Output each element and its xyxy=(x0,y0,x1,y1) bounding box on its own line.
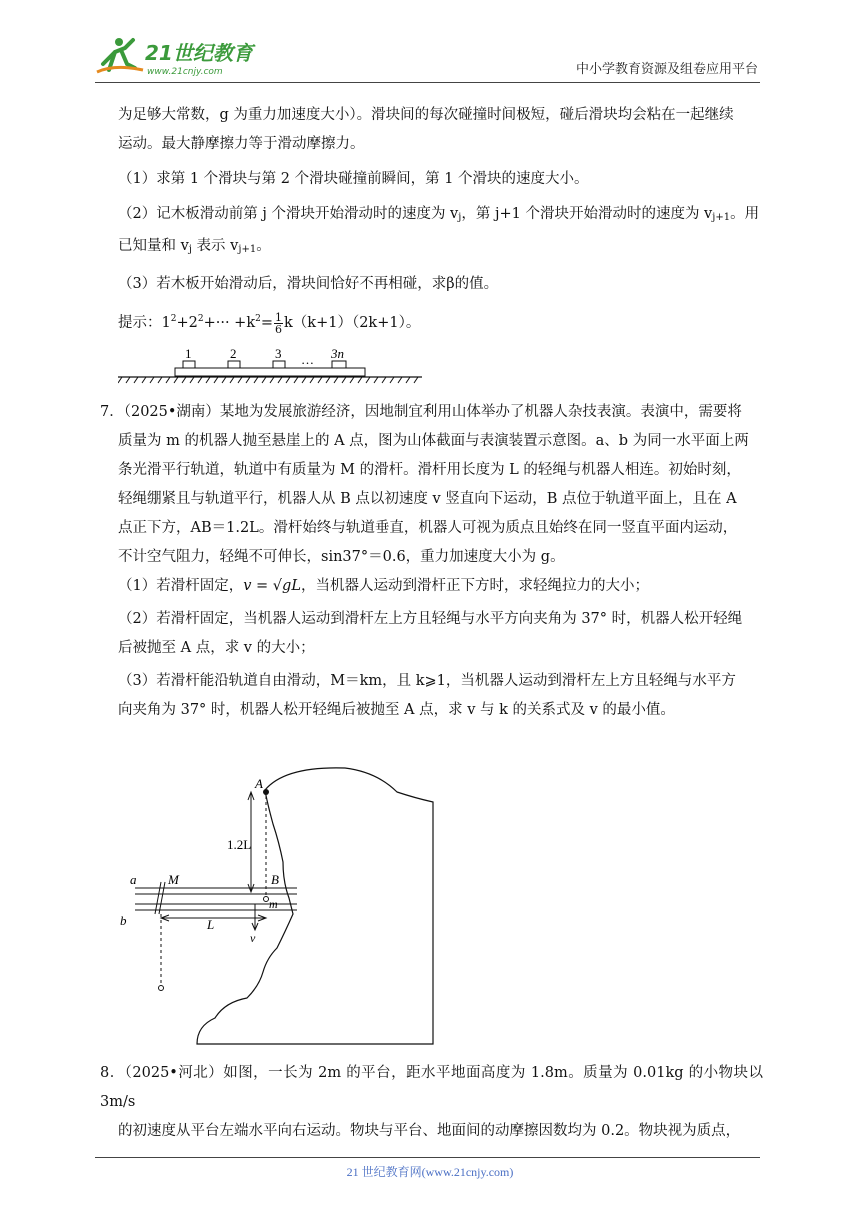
q6-board-figure xyxy=(118,345,428,385)
q6-hint: 提示：$1^2+2^2+\cdot\cdot\cdot +k^2=$ $\frac{1}{6}$ k（k+1）（2k+1）。 xyxy=(118,310,421,336)
label-1-2L: 1.2L xyxy=(227,837,252,852)
runner-icon xyxy=(97,38,143,72)
question-6-continuation xyxy=(118,101,763,338)
q6-line-1: 为足够大常数，g 为重力加速度大小）。滑块间的每次碰撞时间极短，碰后滑块均会粘在一起继续 xyxy=(118,107,734,123)
page-footer[interactable]: 21 世纪教育网(www.21cnjy.com) xyxy=(346,1165,514,1179)
q6-part-2: （2）记木板滑动前第 j 个滑块开始滑动时的速度为 $v_j$，第 j+1 个滑块开始滑动时的速度为 $v_{j+1}$。用 xyxy=(118,206,760,223)
q7-cliff-figure xyxy=(115,762,445,1050)
formula-v: v = √gL xyxy=(243,578,301,594)
question-7 xyxy=(100,398,763,725)
label-v: v xyxy=(250,931,256,945)
label-b: b xyxy=(120,913,127,928)
q7-line-6: 不计空气阻力，轻绳不可伸长，sin37°＝0.6，重力加速度大小为 g。 xyxy=(118,549,565,565)
block-label-2: 2 xyxy=(230,346,237,361)
svg-text:21世纪教育: 21世纪教育 xyxy=(145,41,253,65)
q7-head: 7．（2025•湖南）某地为发展旅游经济，因地制宜利用山体举办了机器人杂技表演。表演中，需要将 xyxy=(100,404,742,420)
site-logo xyxy=(95,34,265,78)
q7-line-4: 轻绳绷紧且与轨道平行，机器人从 B 点以初速度 v 竖直向下运动，B 点位于轨道平面上，且在 A xyxy=(118,491,737,507)
block-label-3n: 3n xyxy=(331,346,344,361)
q8-line-2: 的初速度从平台左端水平向右运动。物块与平台、地面间的动摩擦因数均为 0.2。物块视为质点， xyxy=(118,1123,741,1139)
fraction-one-sixth: $\frac{1}{6}$ xyxy=(275,310,282,336)
ellipsis-label: … xyxy=(301,352,314,367)
q7-part-3-cont: 向夹角为 37° 时，机器人松开轻绳后被抛至 A 点，求 v 与 k 的关系式及 v 的最小值。 xyxy=(118,702,675,718)
svg-text:www.21cnjy.com: www.21cnjy.com xyxy=(147,67,223,77)
label-M: M xyxy=(168,872,179,887)
q7-part-2: （2）若滑杆固定，当机器人运动到滑杆左上方且轻绳与水平方向夹角为 37° 时，机器人松开轻绳 xyxy=(118,611,743,627)
q7-line-3: 条光滑平行轨道，轨道中有质量为 M 的滑杆。滑杆用长度为 L 的轻绳与机器人相连。初始时刻， xyxy=(118,462,741,478)
q7-part-2-cont: 后被抛至 A 点，求 v 的大小； xyxy=(118,640,315,656)
label-m: m xyxy=(269,897,278,911)
platform-name: 中小学教育资源及组卷应用平台 xyxy=(575,62,758,77)
q6-part-2-cont: 已知量和 $v_j$ 表示 $v_{j+1}$。 xyxy=(118,238,271,255)
q7-part-3: （3）若滑杆能沿轨道自由滑动，M＝km，且 k⩾1，当机器人运动到滑杆左上方且轻绳与水平方 xyxy=(118,673,736,689)
q7-line-5: 点正下方，AB＝1.2L。滑杆始终与轨道垂直，机器人可视为质点且始终在同一竖直平面内运动， xyxy=(118,520,738,536)
q8-head: 8．（2025•河北）如图，一长为 2m 的平台，距水平地面高度为 1.8m。质量为 0.01kg 的小物块以 3m/s xyxy=(100,1065,763,1110)
label-B: B xyxy=(271,872,279,887)
label-L: L xyxy=(207,917,215,932)
block-label-1: 1 xyxy=(185,346,192,361)
q6-part-1: （1）求第 1 个滑块与第 2 个滑块碰撞前瞬间，第 1 个滑块的速度大小。 xyxy=(118,171,589,187)
q6-part-3: （3）若木板开始滑动后，滑块间恰好不再相碰，求β的值。 xyxy=(118,276,499,292)
page-header xyxy=(95,34,760,83)
q7-line-2: 质量为 m 的机器人抛至悬崖上的 A 点，图为山体截面与表演装置示意图。a、b 为同一水平面上两 xyxy=(118,433,749,449)
footer-divider xyxy=(95,1157,760,1158)
block-label-3: 3 xyxy=(275,346,282,361)
q7-part-1: （1）若滑杆固定，v = √gL，当机器人运动到滑杆正下方时，求轻绳拉力的大小； xyxy=(118,578,649,594)
question-8 xyxy=(100,1059,763,1146)
label-A: A xyxy=(255,776,263,791)
q6-line-2: 运动。最大静摩擦力等于滑动摩擦力。 xyxy=(118,136,365,152)
label-a: a xyxy=(130,872,137,887)
